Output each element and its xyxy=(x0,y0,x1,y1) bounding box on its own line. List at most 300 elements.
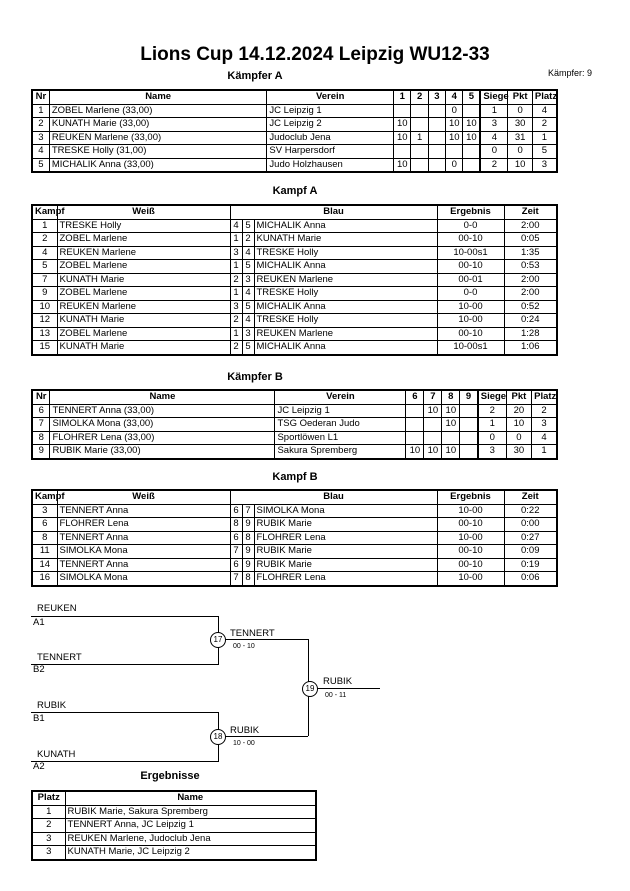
table-cell: TRESKE Holly xyxy=(57,219,230,233)
header-cell: Siege xyxy=(480,90,508,104)
header-cell: Pkt xyxy=(506,390,531,404)
header-cell: Kampf xyxy=(32,205,57,219)
table-cell: KUNATH Marie xyxy=(57,341,230,355)
table-cell xyxy=(463,145,480,159)
header-cell: Nr xyxy=(32,90,49,104)
table-cell: 1:28 xyxy=(504,327,557,341)
table-cell xyxy=(411,158,428,172)
table-cell: 2 xyxy=(532,118,557,132)
fight-18-winner: RUBIK xyxy=(230,725,260,736)
table-cell: 1 xyxy=(480,104,508,118)
table-row xyxy=(32,819,316,833)
table-cell: 2 xyxy=(230,341,242,355)
table-cell: 3 xyxy=(230,246,242,260)
bracket-name-a2: KUNATH xyxy=(37,749,76,760)
table-cell: 1 xyxy=(478,418,507,432)
table-cell: 3 xyxy=(32,131,49,145)
table-row xyxy=(32,431,557,445)
header-cell: Name xyxy=(50,390,275,404)
table-cell: 7 xyxy=(32,418,50,432)
table-cell: 10-00 xyxy=(437,531,504,545)
table-cell: 0 xyxy=(480,145,508,159)
table-cell: 1:35 xyxy=(504,246,557,260)
table-row xyxy=(32,145,557,159)
table-cell: 8 xyxy=(32,531,57,545)
table-cell: MICHALIK Anna xyxy=(254,219,437,233)
table-row xyxy=(32,246,557,260)
table-cell xyxy=(460,445,478,459)
table-cell: Judoclub Jena xyxy=(267,131,394,145)
table-cell: 0:19 xyxy=(504,558,557,572)
table-row xyxy=(32,233,557,247)
table-cell: RUBIK Marie (33,00) xyxy=(50,445,275,459)
header-cell: Platz xyxy=(32,791,65,805)
table-cell: 00-01 xyxy=(437,273,504,287)
table-cell: 0 xyxy=(446,104,463,118)
header-cell: Ergebnis xyxy=(437,490,504,504)
table-cell: RUBIK Marie xyxy=(254,518,437,532)
table-cell xyxy=(424,431,442,445)
table-cell: Sakura Spremberg xyxy=(275,445,406,459)
header-cell: Blau xyxy=(230,205,437,219)
table-cell: JC Leipzig 1 xyxy=(267,104,394,118)
table-cell: 10 xyxy=(442,404,460,418)
table-cell: 10-00 xyxy=(437,504,504,518)
table-cell: 0:24 xyxy=(504,314,557,328)
table-cell: ZOBEL Marlene xyxy=(57,327,230,341)
table-cell: KUNATH Marie (33,00) xyxy=(49,118,267,132)
table-cell: 00-10 xyxy=(437,327,504,341)
table-cell: 2 xyxy=(230,273,242,287)
table-cell: 10 xyxy=(394,131,411,145)
table-cell: 8 xyxy=(242,531,254,545)
table-cell: 2 xyxy=(32,819,65,833)
fight-17-score: 00 - 10 xyxy=(233,643,255,650)
table-cell: 10-00 xyxy=(437,300,504,314)
table-cell: 15 xyxy=(32,341,57,355)
table-cell: 5 xyxy=(242,219,254,233)
table-cell: 30 xyxy=(508,118,533,132)
table-cell: 00-10 xyxy=(437,545,504,559)
bracket-seed-b2: B2 xyxy=(33,664,45,675)
pool-a-title: Kämpfer A xyxy=(227,70,283,82)
table-cell: Sportlöwen L1 xyxy=(275,431,406,445)
table-cell: TENNERT Anna xyxy=(57,531,230,545)
header-cell: Verein xyxy=(275,390,406,404)
table-cell: 10-00 xyxy=(437,314,504,328)
table-cell xyxy=(406,404,424,418)
header-cell: Ergebnis xyxy=(437,205,504,219)
header-cell: Siege xyxy=(478,390,507,404)
table-cell: 2:00 xyxy=(504,273,557,287)
table-cell: 5 xyxy=(242,341,254,355)
table-cell: 4 xyxy=(242,287,254,301)
table-cell: KUNATH Marie xyxy=(57,273,230,287)
table-cell: 9 xyxy=(32,287,57,301)
table-cell xyxy=(394,104,411,118)
table-cell: 0:22 xyxy=(504,504,557,518)
table-cell: 1 xyxy=(230,260,242,274)
fight-19-winner: RUBIK xyxy=(323,676,353,687)
table-cell: 6 xyxy=(230,504,242,518)
table-cell: FLOHRER Lena xyxy=(254,531,437,545)
table-cell xyxy=(428,145,445,159)
table-cell xyxy=(428,118,445,132)
header-cell: 4 xyxy=(446,90,463,104)
table-row xyxy=(32,572,557,586)
table-cell: 0 xyxy=(446,158,463,172)
bracket-line-18-out xyxy=(218,736,308,737)
table-cell: 10 xyxy=(394,158,411,172)
table-cell: 10 xyxy=(442,445,460,459)
table-cell xyxy=(460,404,478,418)
fight-18-badge: 18 xyxy=(210,729,226,745)
table-cell: 10-00 xyxy=(437,572,504,586)
table-cell xyxy=(442,431,460,445)
header-cell: 3 xyxy=(428,90,445,104)
table-cell: MICHALIK Anna xyxy=(254,260,437,274)
table-cell: 2 xyxy=(230,314,242,328)
table-cell: 0 xyxy=(508,104,533,118)
page-title: Lions Cup 14.12.2024 Leipzig WU12-33 xyxy=(140,44,490,65)
table-cell: 8 xyxy=(32,431,50,445)
table-cell: Judo Holzhausen xyxy=(267,158,394,172)
competitor-count: Kämpfer: 9 xyxy=(548,68,593,78)
table-cell: 10-00s1 xyxy=(437,246,504,260)
table-cell: 0 xyxy=(506,431,531,445)
table-cell: 3 xyxy=(230,300,242,314)
header-cell: Name xyxy=(65,791,316,805)
fights-a-title: Kampf A xyxy=(272,185,318,197)
table-cell: 2:00 xyxy=(504,287,557,301)
table-cell: 3 xyxy=(242,273,254,287)
table-cell: 3 xyxy=(32,846,65,860)
table-cell: MICHALIK Anna xyxy=(254,300,437,314)
table-cell: 10 xyxy=(463,131,480,145)
table-cell: 10 xyxy=(508,158,533,172)
table-cell: REUKEN Marlene xyxy=(57,246,230,260)
table-cell: 5 xyxy=(32,158,49,172)
table-cell: 1 xyxy=(32,219,57,233)
table-cell: 3 xyxy=(32,832,65,846)
table-cell xyxy=(460,418,478,432)
table-row xyxy=(32,158,557,172)
header-cell: 8 xyxy=(442,390,460,404)
table-row xyxy=(32,131,557,145)
table-row xyxy=(32,327,557,341)
table-cell: 0:53 xyxy=(504,260,557,274)
table-cell: 13 xyxy=(32,327,57,341)
table-cell: 7 xyxy=(230,545,242,559)
table-cell: RUBIK Marie xyxy=(254,558,437,572)
table-cell: 6 xyxy=(230,531,242,545)
table-row xyxy=(32,531,557,545)
table-cell: 1 xyxy=(230,287,242,301)
fights-b-header-row xyxy=(32,490,557,504)
results-title: Ergebnisse xyxy=(140,770,200,782)
bracket-name-b2: TENNERT xyxy=(37,652,82,663)
table-cell: 20 xyxy=(506,404,531,418)
table-cell: 10 xyxy=(32,300,57,314)
table-cell xyxy=(424,418,442,432)
table-cell: 0-0 xyxy=(437,287,504,301)
table-cell: 30 xyxy=(506,445,531,459)
table-cell: 10 xyxy=(446,118,463,132)
table-cell: TRESKE Holly xyxy=(254,287,437,301)
table-row xyxy=(32,104,557,118)
header-cell: Zeit xyxy=(504,205,557,219)
table-row xyxy=(32,518,557,532)
header-cell: Kampf xyxy=(32,490,57,504)
table-cell: SIMOLKA Mona xyxy=(254,504,437,518)
header-cell: Platz xyxy=(532,390,557,404)
table-cell: 7 xyxy=(32,273,57,287)
table-row xyxy=(32,287,557,301)
table-cell: 00-10 xyxy=(437,558,504,572)
table-row xyxy=(32,558,557,572)
table-cell: KUNATH Marie, JC Leipzig 2 xyxy=(65,846,316,860)
bracket-seed-a2: A2 xyxy=(33,761,45,772)
table-cell: TSG Oederan Judo xyxy=(275,418,406,432)
table-cell: RUBIK Marie, Sakura Spremberg xyxy=(65,805,316,819)
table-cell: 2:00 xyxy=(504,219,557,233)
table-row xyxy=(32,300,557,314)
header-cell: Zeit xyxy=(504,490,557,504)
header-cell: Blau xyxy=(230,490,437,504)
table-cell: 10 xyxy=(424,404,442,418)
table-row xyxy=(32,219,557,233)
table-cell: TENNERT Anna, JC Leipzig 1 xyxy=(65,819,316,833)
table-cell: 2 xyxy=(32,233,57,247)
table-cell: SIMOLKA Mona xyxy=(57,572,230,586)
table-cell: 7 xyxy=(242,504,254,518)
table-cell: 5 xyxy=(242,260,254,274)
table-cell: 16 xyxy=(32,572,57,586)
table-cell: 0:27 xyxy=(504,531,557,545)
table-cell: 0:06 xyxy=(504,572,557,586)
header-cell: Weiß xyxy=(57,490,230,504)
table-cell: TENNERT Anna xyxy=(57,558,230,572)
table-cell: 6 xyxy=(32,404,50,418)
table-cell: TENNERT Anna (33,00) xyxy=(50,404,275,418)
table-cell: FLOHRER Lena xyxy=(254,572,437,586)
table-cell xyxy=(394,145,411,159)
header-cell: Name xyxy=(49,90,267,104)
table-cell: 1 xyxy=(32,104,49,118)
table-row xyxy=(32,832,316,846)
table-cell: REUKEN Marlene xyxy=(254,273,437,287)
table-cell: ZOBEL Marlene xyxy=(57,287,230,301)
table-cell: REUKEN Marlene xyxy=(57,300,230,314)
table-cell: 4 xyxy=(242,246,254,260)
table-cell: 14 xyxy=(32,558,57,572)
table-row xyxy=(32,805,316,819)
table-cell: TRESKE Holly xyxy=(254,246,437,260)
table-row xyxy=(32,846,316,860)
table-cell xyxy=(463,158,480,172)
table-cell xyxy=(406,431,424,445)
table-cell: 4 xyxy=(32,246,57,260)
table-cell: 11 xyxy=(32,545,57,559)
table-cell: TENNERT Anna xyxy=(57,504,230,518)
header-cell: 7 xyxy=(424,390,442,404)
table-cell xyxy=(428,104,445,118)
table-cell: 6 xyxy=(230,558,242,572)
table-row xyxy=(32,418,557,432)
header-cell: Weiß xyxy=(57,205,230,219)
table-cell: MICHALIK Anna xyxy=(254,341,437,355)
pool-b-header-row xyxy=(32,390,557,404)
header-cell: 9 xyxy=(460,390,478,404)
table-cell: 00-10 xyxy=(437,260,504,274)
table-cell: 0:00 xyxy=(504,518,557,532)
header-cell: 1 xyxy=(394,90,411,104)
table-cell: 4 xyxy=(480,131,508,145)
table-cell: 1 xyxy=(230,327,242,341)
table-cell: 2 xyxy=(480,158,508,172)
table-cell xyxy=(428,131,445,145)
table-cell xyxy=(460,431,478,445)
table-cell: ZOBEL Marlene xyxy=(57,233,230,247)
table-cell: REUKEN Marlene xyxy=(254,327,437,341)
table-cell: 3 xyxy=(32,504,57,518)
table-cell: ZOBEL Marlene xyxy=(57,260,230,274)
table-cell: SIMOLKA Mona (33,00) xyxy=(50,418,275,432)
bracket-seed-b1: B1 xyxy=(33,713,45,724)
table-cell: 0 xyxy=(478,431,507,445)
table-cell: MICHALIK Anna (33,00) xyxy=(49,158,267,172)
table-row xyxy=(32,273,557,287)
table-cell: JC Leipzig 1 xyxy=(275,404,406,418)
table-cell: 9 xyxy=(242,545,254,559)
table-cell: FLOHRER Lena xyxy=(57,518,230,532)
table-cell: 3 xyxy=(242,327,254,341)
pool-a-table xyxy=(31,89,558,173)
table-cell: 9 xyxy=(32,445,50,459)
table-cell: REUKEN Marlene, Judoclub Jena xyxy=(65,832,316,846)
table-row xyxy=(32,341,557,355)
results-table xyxy=(31,790,317,861)
table-row xyxy=(32,404,557,418)
table-cell: 3 xyxy=(478,445,507,459)
table-cell: SV Harpersdorf xyxy=(267,145,394,159)
table-cell: 00-10 xyxy=(437,518,504,532)
pool-b-table xyxy=(31,389,558,460)
table-cell: 0:05 xyxy=(504,233,557,247)
bracket-line-19-out xyxy=(308,688,380,689)
header-cell: 6 xyxy=(406,390,424,404)
table-cell: 12 xyxy=(32,314,57,328)
header-cell: 5 xyxy=(463,90,480,104)
table-cell: 4 xyxy=(32,145,49,159)
table-row xyxy=(32,260,557,274)
pool-b-title: Kämpfer B xyxy=(227,371,283,383)
table-cell: 5 xyxy=(242,300,254,314)
header-cell: Nr xyxy=(32,390,50,404)
table-cell: 1 xyxy=(532,131,557,145)
bracket-name-a1: REUKEN xyxy=(37,603,77,614)
fights-a-header-row xyxy=(32,205,557,219)
table-cell xyxy=(463,104,480,118)
table-cell xyxy=(406,418,424,432)
table-cell xyxy=(446,145,463,159)
table-cell: RUBIK Marie xyxy=(254,545,437,559)
header-cell: Pkt xyxy=(508,90,533,104)
table-cell: 1 xyxy=(411,131,428,145)
table-cell: 9 xyxy=(242,518,254,532)
table-cell: 2 xyxy=(532,404,557,418)
bracket-seed-a1: A1 xyxy=(33,617,45,628)
table-cell xyxy=(411,104,428,118)
fight-17-badge: 17 xyxy=(210,632,226,648)
table-cell: 31 xyxy=(508,131,533,145)
table-cell: 4 xyxy=(230,219,242,233)
table-cell: SIMOLKA Mona xyxy=(57,545,230,559)
table-cell: 5 xyxy=(32,260,57,274)
table-row xyxy=(32,118,557,132)
table-cell: 5 xyxy=(532,145,557,159)
table-cell: 1 xyxy=(32,805,65,819)
fight-17-winner: TENNERT xyxy=(230,628,275,639)
table-cell: 00-10 xyxy=(437,233,504,247)
table-cell: 8 xyxy=(242,572,254,586)
header-cell: Platz xyxy=(532,90,557,104)
table-cell: TRESKE Holly (31,00) xyxy=(49,145,267,159)
table-cell: 3 xyxy=(532,418,557,432)
table-cell: 2 xyxy=(32,118,49,132)
fights-b-title: Kampf B xyxy=(272,471,318,483)
table-cell xyxy=(428,158,445,172)
table-cell: 10 xyxy=(424,445,442,459)
table-cell xyxy=(411,118,428,132)
table-cell: FLOHRER Lena (33,00) xyxy=(50,431,275,445)
table-cell: 1:06 xyxy=(504,341,557,355)
table-cell: KUNATH Marie xyxy=(254,233,437,247)
table-cell: 0-0 xyxy=(437,219,504,233)
pool-a-header-row xyxy=(32,90,557,104)
table-cell: 10-00s1 xyxy=(437,341,504,355)
bracket-line-17-out xyxy=(218,639,308,640)
table-cell: 6 xyxy=(32,518,57,532)
table-row xyxy=(32,445,557,459)
fights-a-table xyxy=(31,204,558,356)
table-cell: 2 xyxy=(478,404,507,418)
table-cell: 4 xyxy=(532,431,557,445)
table-cell: 7 xyxy=(230,572,242,586)
table-row xyxy=(32,504,557,518)
table-cell: 8 xyxy=(230,518,242,532)
table-cell: 2 xyxy=(242,233,254,247)
fight-18-score: 10 - 00 xyxy=(233,740,255,747)
table-cell: 10 xyxy=(442,418,460,432)
header-cell: 2 xyxy=(411,90,428,104)
table-cell: 4 xyxy=(532,104,557,118)
table-cell: KUNATH Marie xyxy=(57,314,230,328)
table-cell: 1 xyxy=(532,445,557,459)
table-cell: 9 xyxy=(242,558,254,572)
table-cell: 1 xyxy=(230,233,242,247)
bracket-name-b1: RUBIK xyxy=(37,700,67,711)
table-cell: 10 xyxy=(506,418,531,432)
table-cell: REUKEN Marlene (33,00) xyxy=(49,131,267,145)
table-row xyxy=(32,314,557,328)
table-cell: 0:52 xyxy=(504,300,557,314)
table-cell: ZOBEL Marlene (33,00) xyxy=(49,104,267,118)
fight-19-score: 00 - 11 xyxy=(325,692,347,699)
table-cell: 10 xyxy=(406,445,424,459)
table-cell: TRESKE Holly xyxy=(254,314,437,328)
table-cell: 10 xyxy=(446,131,463,145)
